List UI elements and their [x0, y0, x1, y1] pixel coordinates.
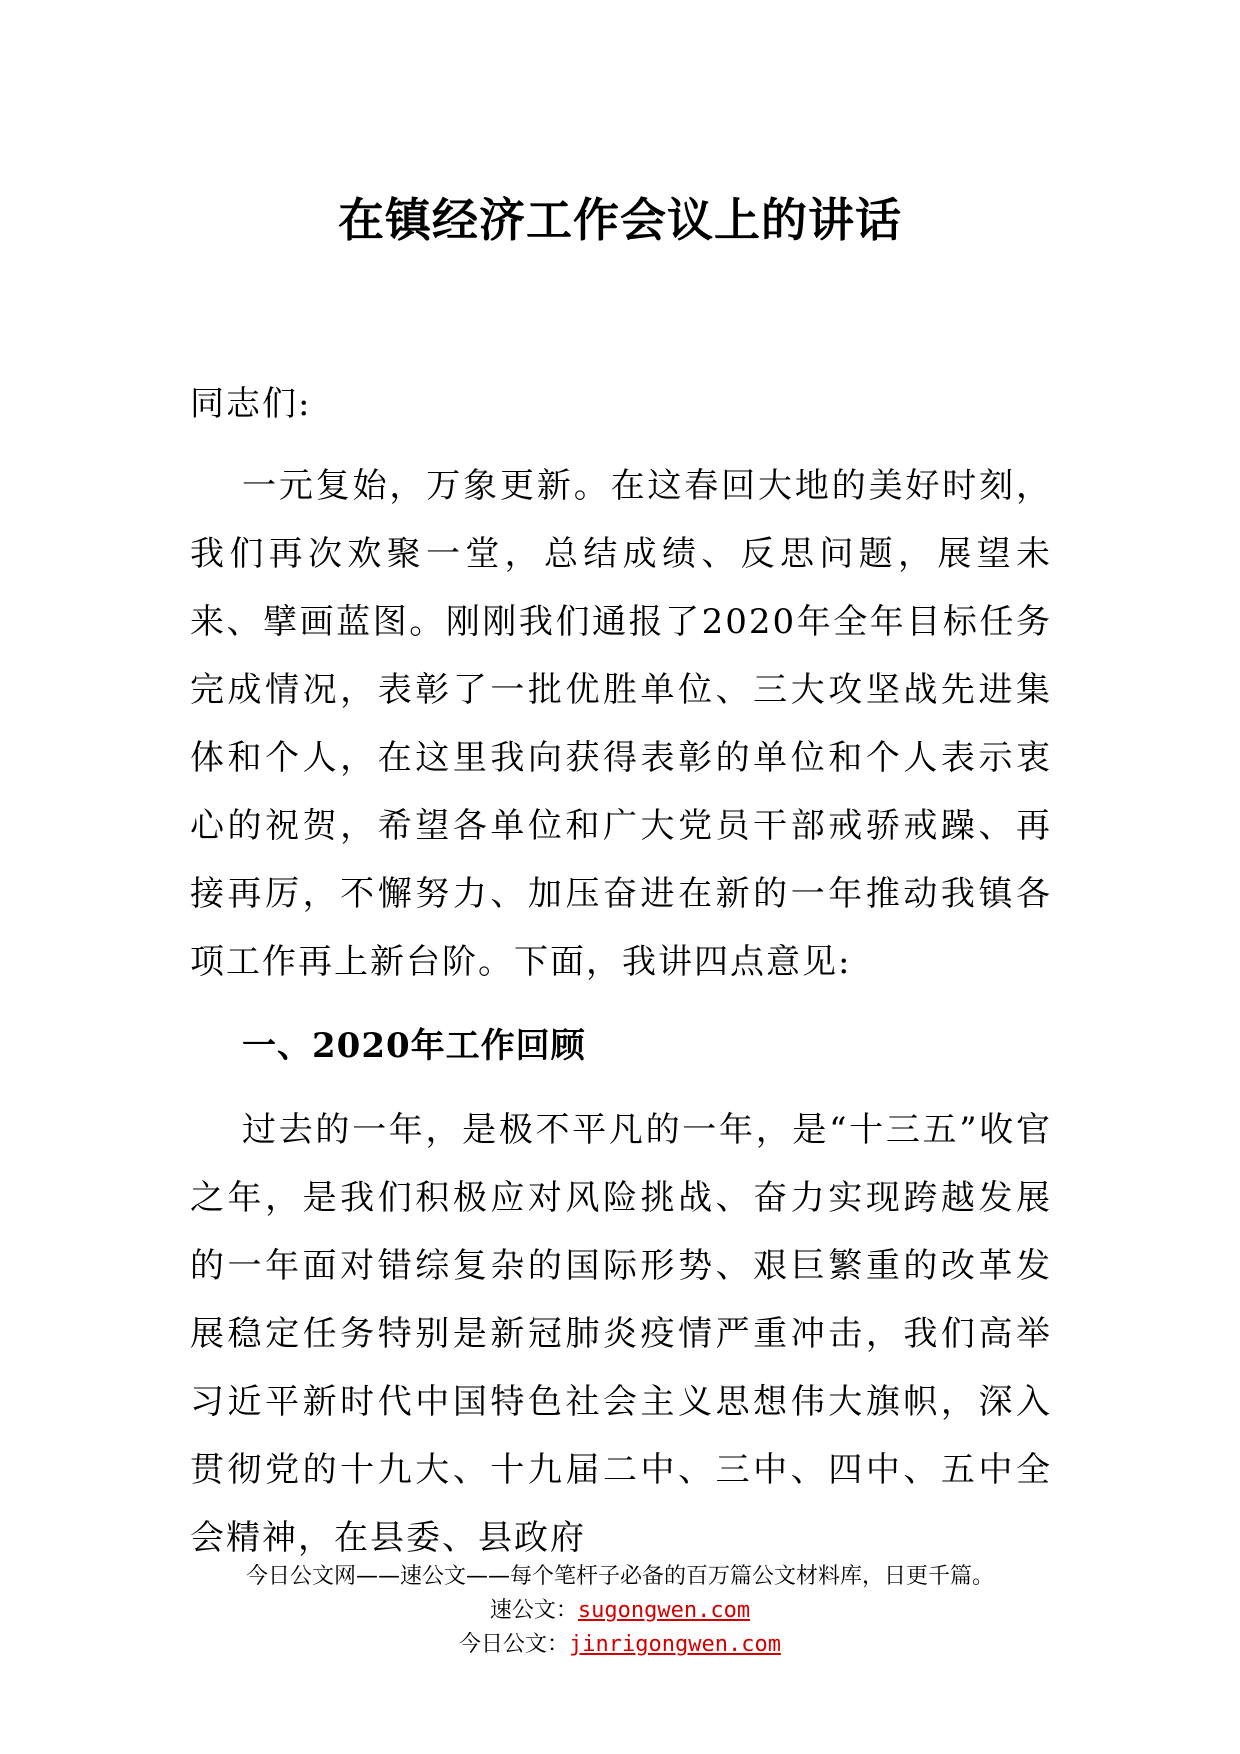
footer-link-label: 今日公文： — [459, 1632, 570, 1657]
document-body — [190, 370, 1052, 1572]
footer — [0, 1560, 1240, 1662]
section-heading: 一、2020年工作回顾 — [242, 1026, 586, 1066]
salutation: 同志们: — [190, 384, 312, 424]
footer-link-label: 速公文： — [489, 1598, 578, 1623]
document-title: 在镇经济工作会议上的讲话 — [338, 193, 902, 247]
intro-paragraph: 一元复始，万象更新。在这春回大地的美好时刻，我们再次欢聚一堂，总结成绩、反思问题，展望未来、擘画蓝图。刚刚我们通报了2020年全年目标任务完成情况，表彰了一批优胜单位、三大攻坚战先进集体和个人，在这里我向获得表彰的单位和个人表示衷心的祝贺，希望各单位和广大党员干部戒骄戒躁、再接再厉，不懈努力、加压奋进在新的一年推动我镇各项工作再上新台阶。下面，我讲四点意见: — [190, 466, 1052, 982]
jinrigongwen-link[interactable]: jinrigongwen.com — [569, 1632, 781, 1657]
section-paragraph: 过去的一年，是极不平凡的一年，是“十三五”收官之年，是我们积极应对风险挑战、奋力实现跨越发展的一年面对错综复杂的国际形势、艰巨繁重的改革发展稳定任务特别是新冠肺炎疫情严重冲击，我们高举习近平新时代中国特色社会主义思想伟大旗帜，深入贯彻党的十九大、十九届二中、三中、四中、五中全会精神，在县委、县政府 — [190, 1110, 1052, 1558]
sugongwen-link[interactable]: sugongwen.com — [577, 1598, 751, 1623]
footer-link-row-1 — [0, 1594, 1240, 1628]
footer-tagline: 今日公文网——速公文——每个笔杆子必备的百万篇公文材料库，日更千篇。 — [245, 1564, 994, 1589]
footer-link-row-2 — [0, 1628, 1240, 1662]
